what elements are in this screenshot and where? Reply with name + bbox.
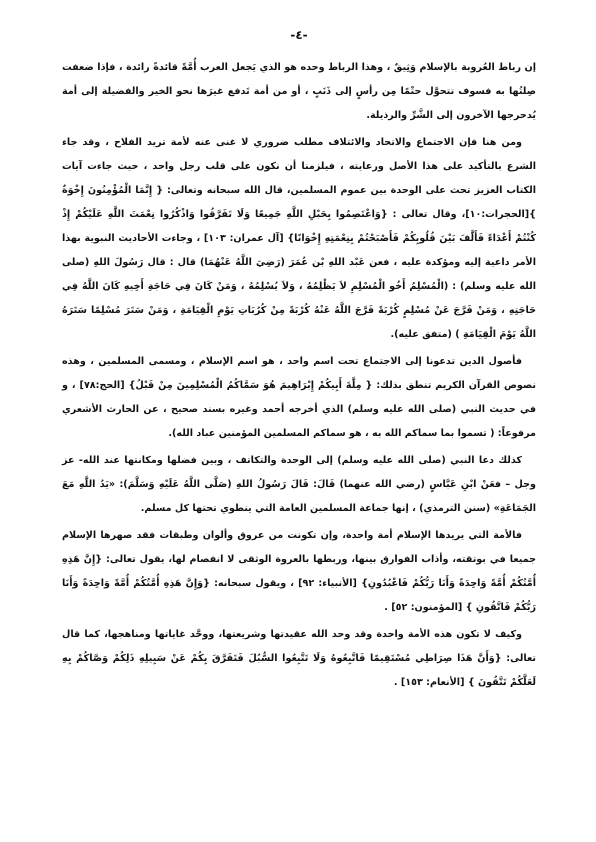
paragraph-arab-unity: إن رباط العُروبة بالإسلام وَثِيقٌ ، وهذا الرباط وحده هو الذي يَجعل العرب أُمَّةً قائدةً رائدة ، فإذا ضعفت صِلتُها به فسوف تتحوَّل حتْمًا مِن رأسٍ إلى ذَنَبٍ ، أو من أمة تَدفع غيرَها نحو الخير والفضيلة إلى أمة يُدحرجها الآخرون إلى الشَّرِّ والرذيلة. — [62, 62, 536, 121]
paragraph-prophet-call: كذلك دعا النبي (صلى الله عليه وسلم) إلى الوحدة والتكاتف ، وبين فضلها ومكانتها عند الله- عز وجل – فعَنْ ابْنِ عَبَّاسٍ (رضي الله عنهما) قَالَ: قَالَ رَسُولُ اللهِ (صَلَّى اللَّهُ عَلَيْهِ وَسَلَّمَ): «يَدُ اللَّهِ مَعَ الجَمَاعَةِ» (سنن الترمذي) ، إنها جماعة المسلمين العامة التي ينطوي تحتها كل مسلم. — [62, 455, 536, 514]
paragraph-unified-creed: وكيف لا تكون هذه الأمة واحدة وقد وحد الله عقيدتها وشريعتها، ووحَّد غاياتها ومناهجها، كما قال تعالى: {وَأَنَّ هَذَا صِرَاطِي مُسْتَقِيمًا فَاتَّبِعُوهُ وَلَا تَتَّبِعُوا السُّبُلَ فَتَفَرَّقَ بِكُمْ عَنْ سَبِيلِهِ ذَلِكُمْ وَصَّاكُمْ بِهِ لَعَلَّكُمْ تَتَّقُونَ } [الأنعام: ١٥٣] . — [62, 629, 536, 688]
paragraph-name-islam: فأصول الدين تدعونا إلى الاجتماع تحت اسم واحد ، هو اسم الإسلام ، ومسمى المسلمين ، وهذه نصوص القرآن الكريم تنطق بذلك: { مِلَّةَ أَبِيكُمْ إِبْرَاهِيمَ هُوَ سَمَّاكُمُ الْمُسْلِمِينَ مِنْ قَبْلُ} [الحج:٧٨] ، و في حديث النبي (صلى الله عليه وسلم) الذي أخرجه أحمد وغيره بسند صحيح ، عن الحارث الأشعري مرفوعاً: ( تسموا بما سماكم الله به ، هو سماكم المسلمين المؤمنين عباد الله). — [62, 356, 536, 439]
paragraph-unity-necessity: ومن هنا فإن الاجتماع والاتحاد والائتلاف مطلب ضروري لا غنى عنه لأمة تريد الفلاح ، وقد جاء الشرع بالتأكيد على هذا الأصل ورعايته ، فيلزمنا أن نكون على قلب رجل واحد ، حيث جاءت آيات الكتاب العزيز تحث على الوحدة بين عموم المسلمين، قال الله سبحانه وتعالى: { إِنَّمَا الْمُؤْمِنُونَ إِخْوَةٌ }[الحجرات:١٠]، وقال تعالى : {وَاعْتَصِمُوا بِحَبْلِ اللَّهِ جَمِيعًا وَلَا تَفَرَّقُوا وَاذْكُرُوا نِعْمَتَ اللَّهِ عَلَيْكُمْ إِذْ كُنْتُمْ أَعْدَاءً فَأَلَّفَ بَيْنَ قُلُوبِكُمْ فَأَصْبَحْتُمْ بِنِعْمَتِهِ إِخْوَانًا} [آل عمران: ١٠٣] ، وجاءت الأحاديث النبوية بهذا الأمر داعية إليه ومؤكدة عليه ، فعن عَبْد اللهِ بْن عُمَرَ (رَضِيَ اللَّهُ عَنْهُمَا) قال : قال رَسُولَ اللهِ (صلى الله عليه وسلم) : (الْمُسْلِمُ أَخُو الْمُسْلِمِ لاَ يَظْلِمُهُ ، وَلاَ يُسْلِمُهُ ، وَمَنْ كَانَ فِي حَاجَةِ أَخِيهِ كَانَ اللَّهُ فِي حَاجَتِهِ ، وَمَنْ فَرَّجَ عَنْ مُسْلِمٍ كُرْبَةً فَرَّجَ اللَّهُ عَنْهُ كُرْبَةً مِنْ كُرُبَاتِ يَوْمِ الْقِيَامَةِ ، وَمَنْ سَتَرَ مُسْلِمًا سَتَرَهُ اللَّهُ يَوْمَ الْقِيَامَةِ ) (متفق عليه). — [62, 137, 536, 340]
document-page — [62, 24, 536, 824]
page-number: -٤- — [290, 28, 308, 42]
paragraph-one-nation: فالأمة التي يريدها الإسلام أمة واحدة، وإن تكونت من عروق وألوان وطبقات فقد صهرها الإسلام جميعا في بوتقته، وأذاب الفوارق بينها، وربطها بالعروة الوثقى لا انفصام لها، يقول تعالى: {إِنَّ هَذِهِ أُمَّتُكُمْ أُمَّةً وَاحِدَةً وَأَنَا رَبُّكُمْ فَاعْبُدُونِ} [الأنبياء: ٩٢] ، ويقول سبحانه: {وَإِنَّ هَذِهِ أُمَّتُكُمْ أُمَّةً وَاحِدَةً وَأَنَا رَبُّكُمْ فَاتَّقُونِ } [المؤمنون: ٥٢] . — [62, 530, 537, 613]
